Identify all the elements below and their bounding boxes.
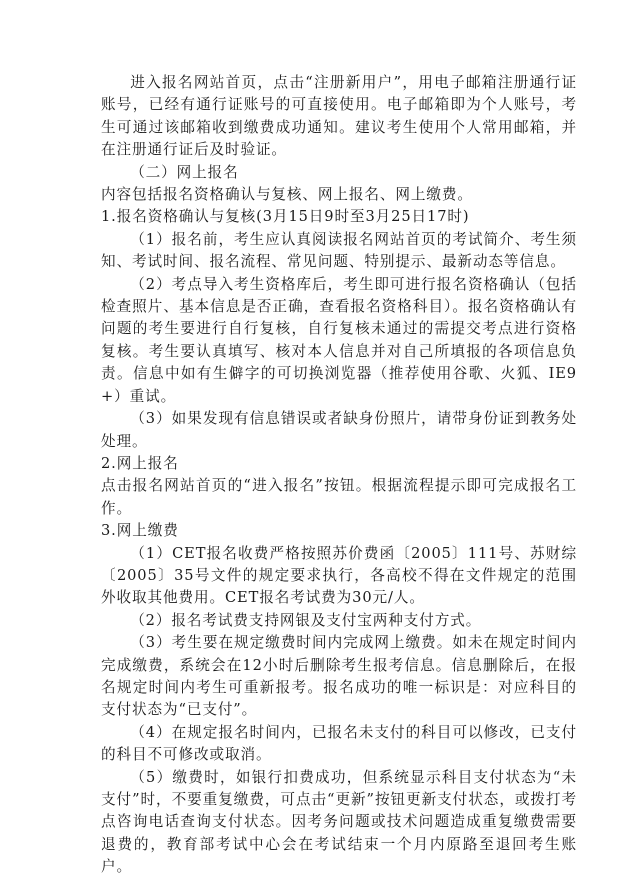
item-5-payment-issues: （5）缴费时，如银行扣费成功，但系统显示科目支付状态为“未支付”时，不要重复缴费，可点击“更新”按钮更新支付状态，或拨打考点咨询电话查询支付状态。因考务问题或技术问题造成重复缴费需要退费的，教育部考试中心会在考试结束一个月内原路至退回考生账户。: [101, 768, 577, 876]
subheading-qualification-check: 1.报名资格确认与复核(3月15日9时至3月25日17时): [101, 208, 470, 226]
paragraph-registration-intro: 进入报名网站首页，点击“注册新用户”，用电子邮箱注册通行证账号，已经有通行证账号的可直接使用。电子邮箱即为个人账号，考生可通过该邮箱收到缴费成功通知。建议考生使用个人常用邮箱，并在注册通行证后及时验证。: [101, 74, 577, 159]
subheading-online-payment: 3.网上缴费: [101, 522, 179, 540]
paragraph-enter-registration: 点击报名网站首页的“进入报名”按钮。根据流程提示即可完成报名工作。: [101, 477, 577, 517]
item-3-info-error: （3）如果发现有信息错误或者缺身份照片，请带身份证到教务处处理。: [101, 410, 577, 450]
item-3-payment-deadline: （3）考生要在规定缴费时间内完成网上缴费。如未在规定时间内完成缴费，系统会在12小时后删除考生报考信息。信息删除后，在报名规定时间内考生可重新报考。报名成功的唯一标识是：对应科目的支付状态为“已支付”。: [101, 634, 577, 719]
paragraph-contents: 内容包括报名资格确认与复核、网上报名、网上缴费。: [101, 186, 473, 204]
document-body: [101, 72, 577, 879]
subheading-online-registration: 2.网上报名: [101, 454, 179, 472]
item-2-payment-methods: （2）报名考试费支持网银及支付宝两种支付方式。: [130, 611, 482, 629]
section-heading-online-registration: （二）网上报名: [130, 163, 239, 181]
item-1-fee-policy: （1）CET报名收费严格按照苏价费函〔2005〕111号、苏财综〔2005〕35号文件的规定要求执行，各高校不得在文件规定的范围外收取其他费用。CET报名考试费为30元/人。: [101, 544, 577, 607]
item-4-modify-rules: （4）在规定报名时间内，已报名未支付的科目可以修改，已支付的科目不可修改或取消。: [101, 723, 577, 764]
item-1-read-info: （1）报名前，考生应认真阅读报名网站首页的考试简介、考生须知、考试时间、报名流程、常见问题、特别提示、最新动态等信息。: [101, 230, 577, 271]
item-2-qualification-confirm: （2）考点导入考生资格库后，考生即可进行报名资格确认（包括检查照片、基本信息是否正确，查看报名资格科目）。报名资格确认有问题的考生要进行自行复核，自行复核未通过的需提交考点进行资格复核。考生要认真填写、核对本人信息并对自己所填报的各项信息负责。信息中如有生僻字的可切换浏览器（推荐使用谷歌、火狐、IE9+）重试。: [101, 275, 577, 405]
